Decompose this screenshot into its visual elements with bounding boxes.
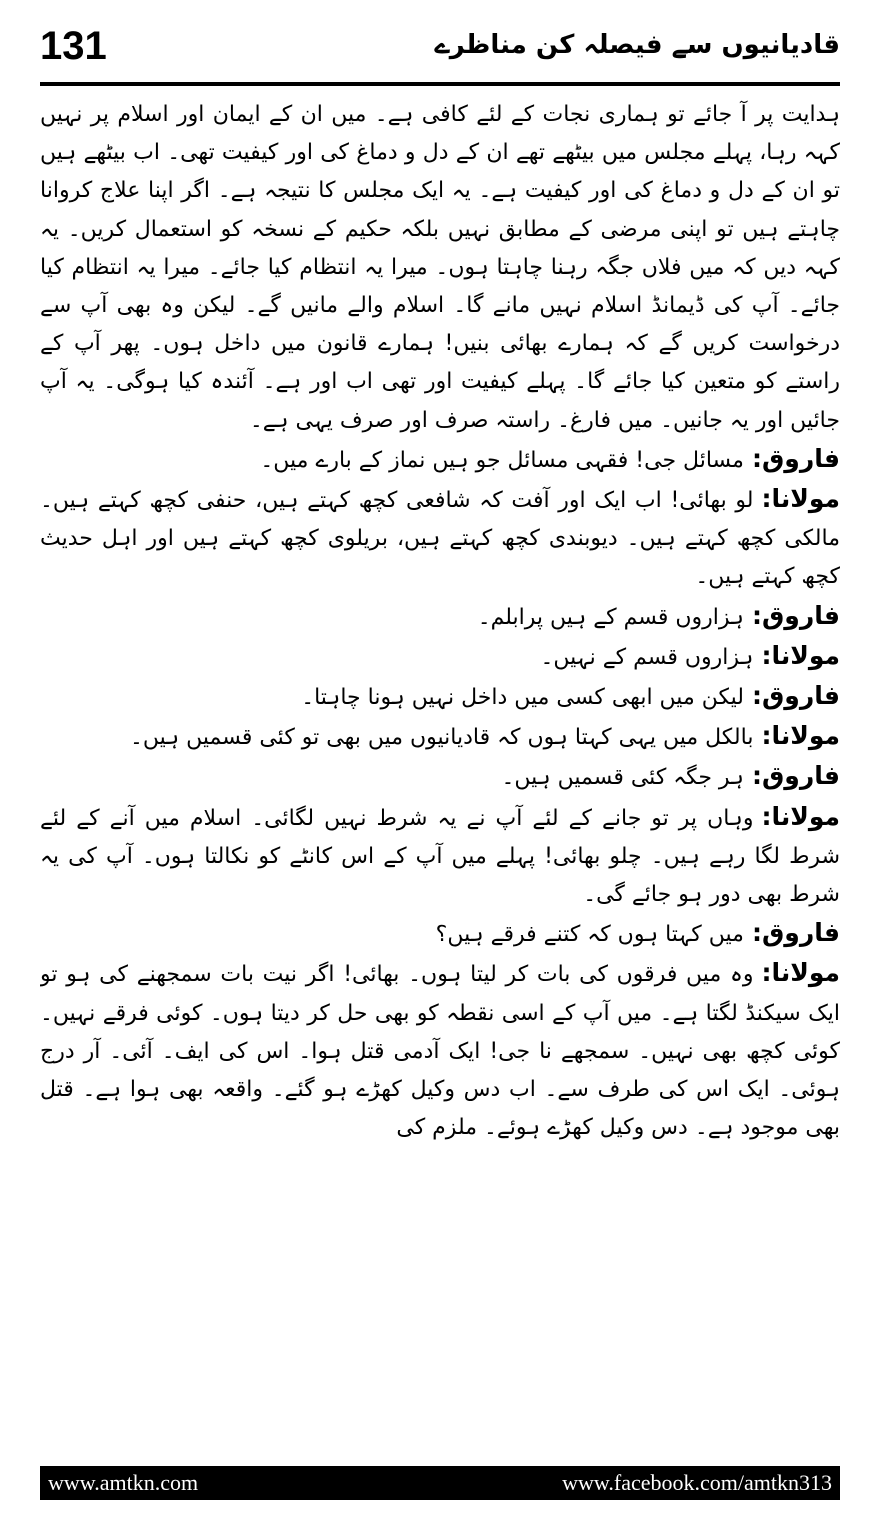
dialogue-line [40,717,840,757]
speaker-label: مولانا: [761,958,840,988]
header-rule [40,82,840,86]
dialogue-line [40,798,840,915]
dialogue-line [40,597,840,637]
dialogue-text: ہزاروں قسم کے ہیں پرابلم۔ [477,604,744,630]
dialogue-text: بالکل میں یہی کہتا ہوں کہ قادیانیوں میں بھی تو کئی قسمیں ہیں۔ [129,725,754,751]
speaker-label: فاروق: [751,761,840,791]
website-link[interactable]: www.amtkn.com [48,1470,199,1495]
dialogue-line [40,954,840,1147]
footer-bar [40,1466,840,1500]
dialogue-text: لیکن میں ابھی کسی میں داخل نہیں ہونا چاہتا۔ [301,685,744,711]
speaker-label: مولانا: [761,801,840,831]
speaker-label: فاروق: [751,918,840,948]
dialogue-line [40,440,840,480]
dialogue-line [40,480,840,597]
page-body [40,96,840,1450]
dialogue-text: ہزاروں قسم کے نہیں۔ [540,644,754,670]
dialogue-text: میں کہتا ہوں کہ کتنے فرقے ہیں؟ [435,922,744,948]
speaker-label: فاروق: [751,443,840,473]
speaker-label: فاروق: [751,600,840,630]
speaker-label: مولانا: [761,484,840,514]
dialogue-text: مسائل جی! فقہی مسائل جو ہیں نماز کے بارے میں۔ [260,447,744,473]
speaker-label: مولانا: [761,721,840,751]
page-header [40,18,840,82]
page-number: 131 [40,24,107,68]
dialogue-text: وہاں پر تو جانے کے لئے آپ نے یہ شرط نہیں لگائی۔ اسلام میں آنے کے لئے شرط لگا رہے ہیں۔ چلو بھائی! پہلے میں آپ کے اس کانٹے کو نکالتا ہوں۔ آپ کی یہ شرط بھی دور ہو جائے گی۔ [40,805,840,908]
dialogue-line [40,637,840,677]
facebook-link[interactable]: www.facebook.com/amtkn313 [562,1470,832,1495]
dialogue-line [40,757,840,797]
speaker-label: فاروق: [751,681,840,711]
paragraph: ہدایت پر آ جائے تو ہماری نجات کے لئے کافی ہے۔ میں ان کے ایمان اور اسلام پر نہیں کہہ رہا، پہلے مجلس میں بیٹھے تھے ان کے دل و دماغ کی اور کیفیت تھی۔ اب بیٹھے ہیں تو ان کے دل و دماغ کی اور کیفیت ہے۔ یہ ایک مجلس کا نتیجہ ہے۔ اگر اپنا علاج کروانا چاہتے ہیں تو اپنی مرضی کے مطابق نہیں بلکہ حکیم کے نسخہ کو استعمال کریں۔ یہ کہہ دیں کہ میں فلاں جگہ رہنا چاہتا ہوں۔ میرا یہ انتظام کیا جائے۔ میرا یہ انتظام کیا جائے۔ آپ کی ڈیمانڈ اسلام نہیں مانے گا۔ اسلام والے مانیں گے۔ لیکن وہ بھی آپ سے درخواست کریں گے کہ ہمارے بھائی بنیں! ہمارے قانون میں داخل ہوں۔ پھر آپ کے راستے کو متعین کیا جائے گا۔ پہلے کیفیت اور تھی اب اور ہے۔ آئندہ کیا ہوگی۔ یہ آپ جائیں اور یہ جانیں۔ میں فارغ۔ راستہ صرف اور صرف یہی ہے۔ [40,102,840,433]
book-title: قادیانیوں سے فیصلہ کن مناظرے [434,30,840,60]
dialogue-text: لو بھائی! اب ایک اور آفت کہ شافعی کچھ کہتے ہیں، حنفی کچھ کہتے ہیں۔ مالکی کچھ کہتے ہیں۔ دیوبندی کچھ کہتے ہیں، بریلوی کچھ کہتے ہیں اور اہل حدیث کچھ کہتے ہیں۔ [40,488,840,590]
dialogue-text: ہر جگہ کئی قسمیں ہیں۔ [501,765,744,791]
dialogue-line [40,914,840,954]
speaker-label: مولانا: [761,640,840,670]
dialogue-line [40,677,840,717]
dialogue-text: وہ میں فرقوں کی بات کر لیتا ہوں۔ بھائی! اگر نیت بات سمجھنے کی ہو تو ایک سیکنڈ لگتا ہے۔ میں آپ کے اسی نقطہ کو بھی حل کر دیتا ہوں۔ کوئی فرقے نہیں۔ کوئی کچھ بھی نہیں۔ سمجھے نا جی! ایک آدمی قتل ہوا۔ اس کی ایف۔ آئی۔ آر درج ہوئی۔ ایک اس کی طرف سے۔ اب دس وکیل کھڑے ہو گئے۔ واقعہ بھی ہوا ہے۔ قتل بھی موجود ہے۔ دس وکیل کھڑے ہوئے۔ ملزم کی [40,962,840,1141]
